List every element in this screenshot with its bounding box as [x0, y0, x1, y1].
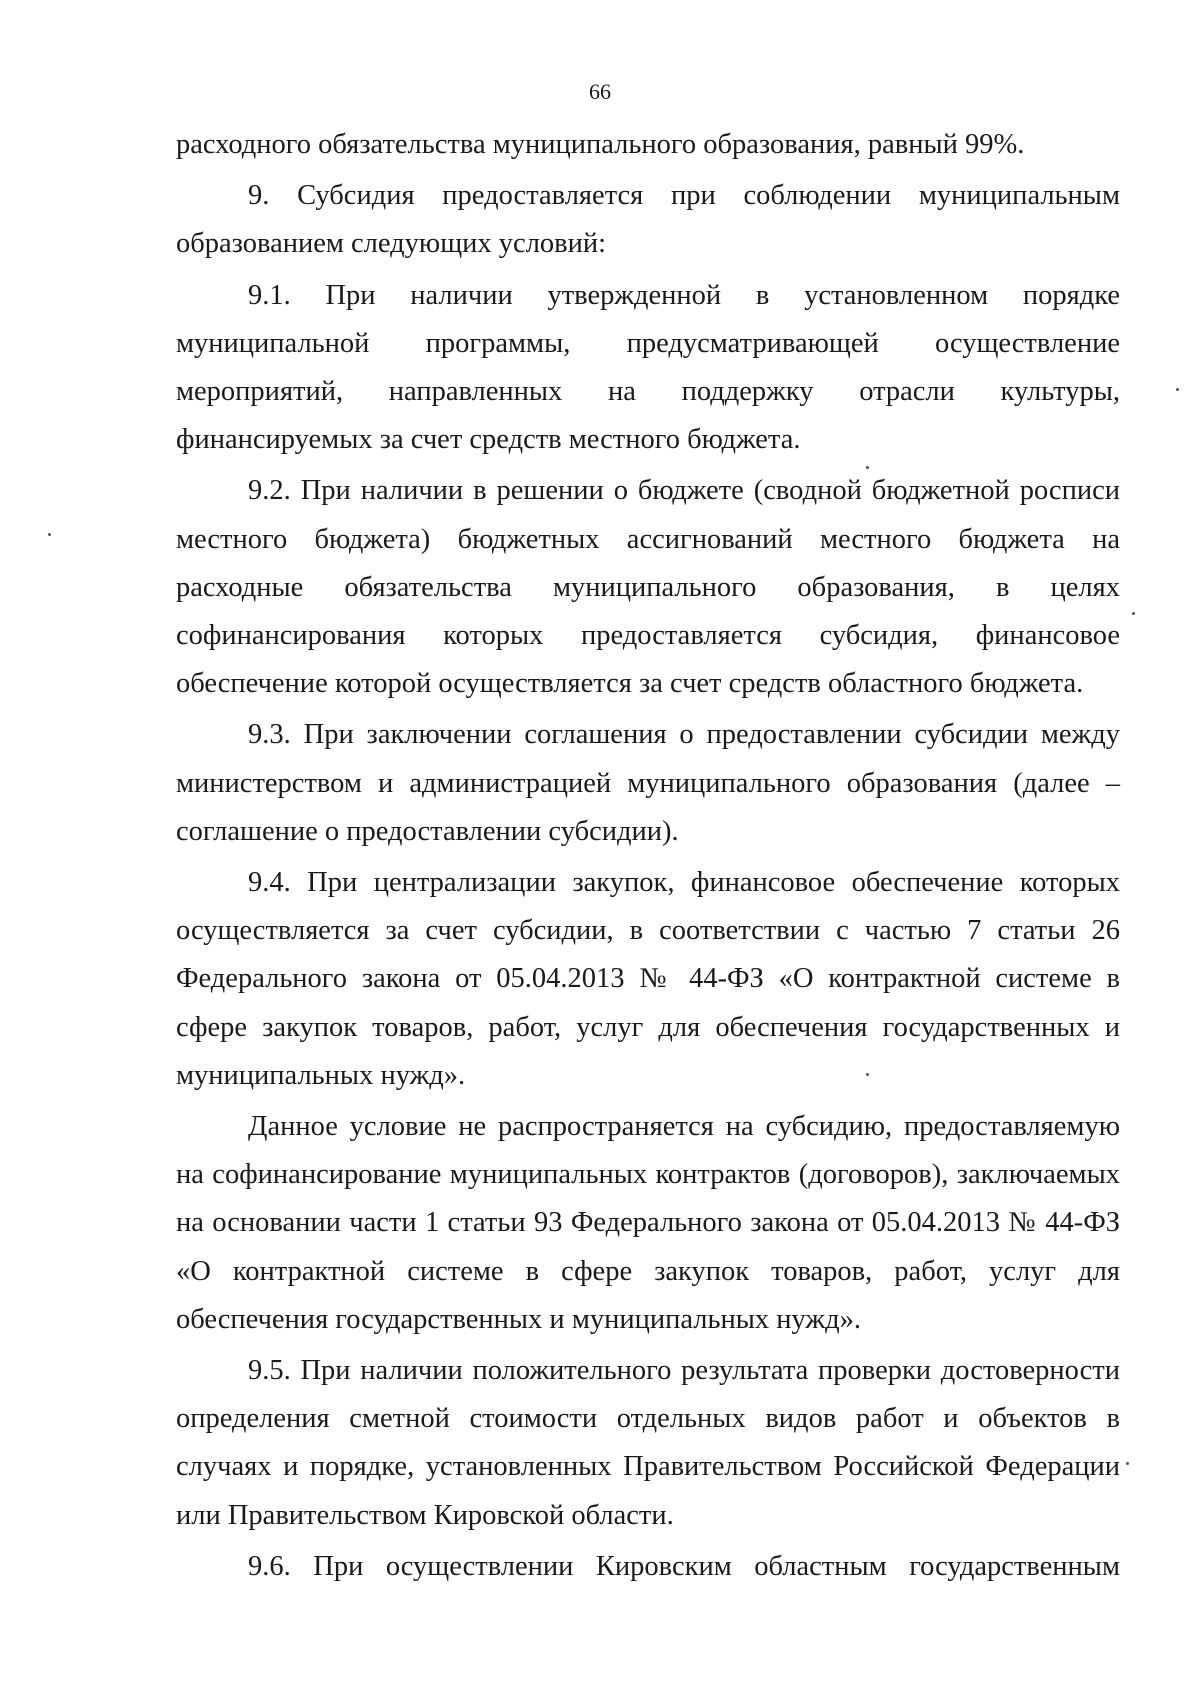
- paragraph-9-3: 9.3. При заключении соглашения о предоставлении субсидии между министерством и администрацией муниципального образования (далее – соглашение о предоставлении субсидии).: [176, 719, 1120, 847]
- paragraph-9: 9. Субсидия предоставляется при соблюдении муниципальным образованием следующих условий:: [176, 180, 1120, 260]
- paragraph-9-6: 9.6. При осуществлении Кировским областным государственным: [248, 1550, 1120, 1582]
- paragraph-9-5: 9.5. При наличии положительного результата проверки достоверности определения сметной стоимости отдельных видов работ и объектов в случаях и порядке, установленных Правительством Российской Федерации или Правительством Кировской области.: [176, 1355, 1120, 1531]
- scan-speck: [1126, 1462, 1129, 1465]
- scan-speck: [1176, 388, 1179, 391]
- page-number: 66: [589, 79, 611, 104]
- scan-speck: [866, 1073, 869, 1076]
- document-body: [176, 121, 1120, 1591]
- scan-speck: [866, 466, 869, 469]
- paragraph-9-1: 9.1. При наличии утвержденной в установленном порядке муниципальной программы, предусматривающей осуществление мероприятий, направленных на поддержку отрасли культуры, финансируемых за счет средств местного бюджета.: [176, 279, 1120, 456]
- paragraph-9-4: 9.4. При централизации закупок, финансовое обеспечение которых осуществляется за счет субсидии, в соответствии с частью 7 статьи 26 Федерального закона от 05.04.2013 № 44-ФЗ «О контрактной системе в сфере закупок товаров, работ, услуг для обеспечения государственных и муниципальных нужд».: [176, 867, 1120, 1091]
- paragraph-continuation: расходного обязательства муниципального образования, равный 99%.: [176, 129, 1025, 160]
- paragraph-9-2: 9.2. При наличии в решении о бюджете (сводной бюджетной росписи местного бюджета) бюджетных ассигнований местного бюджета на расходные обязательства муниципального образования, в целях софинансирования которых предоставляется субсидия, финансовое обеспечение которой осуществляется за счет средств областного бюджета.: [176, 475, 1120, 700]
- scan-speck: [1132, 612, 1135, 615]
- paragraph-9-4-note: Данное условие не распространяется на субсидию, предоставляемую на софинансирование муниципальных контрактов (договоров), заключаемых на основании части 1 статьи 93 Федерального закона от 05.04.2013 № 44-ФЗ «О контрактной системе в сфере закупок товаров, работ, услуг для обеспечения государственных и муниципальных нужд».: [176, 1111, 1120, 1335]
- scan-speck: [48, 533, 51, 536]
